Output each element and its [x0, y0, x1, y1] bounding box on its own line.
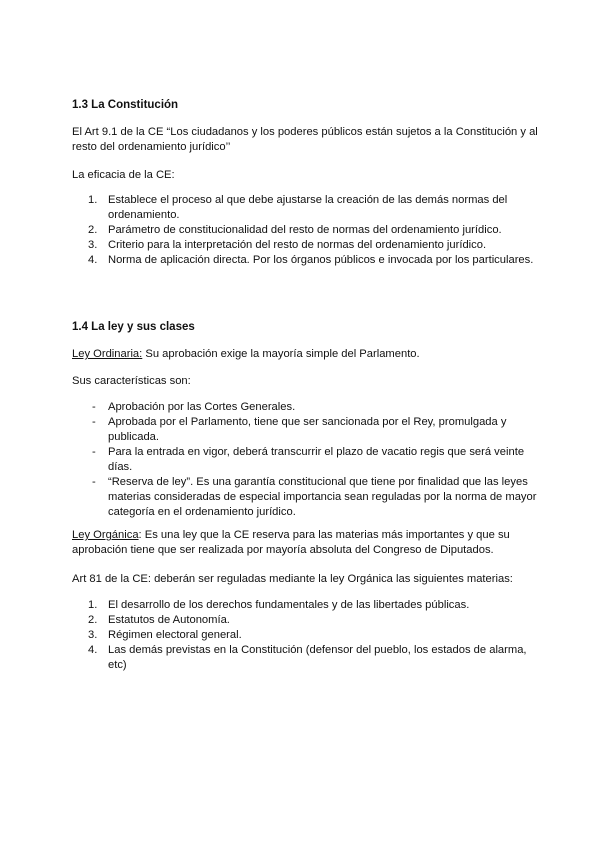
list-item: - Aprobación por las Cortes Generales. — [92, 401, 296, 413]
list-item: - Aprobada por el Parlamento, tiene que ser sancionada por el Rey, promulgada y publicada. — [92, 416, 507, 443]
section-heading-ley-clases: 1.4 La ley y sus clases — [72, 321, 195, 333]
list-item: 1. El desarrollo de los derechos fundamentales y de las libertades públicas. — [88, 599, 470, 611]
eficacia-list — [72, 193, 542, 268]
art-81-label: Art 81 de la CE: deberán ser reguladas mediante la ley Orgánica las siguientes materias: — [72, 573, 513, 585]
ley-ordinaria-paragraph: Ley Ordinaria: Su aprobación exige la mayoría simple del Parlamento. — [72, 348, 420, 360]
caracteristicas-list — [72, 400, 542, 520]
art-81-list — [72, 598, 542, 673]
list-item: 4. Las demás previstas en la Constitución (defensor del pueblo, los estados de alarma, etc) — [88, 644, 527, 671]
list-item: 1. Establece el proceso al que debe ajustarse la creación de las demás normas del ordenamiento. — [88, 194, 508, 221]
list-item: - Para la entrada en vigor, deberá transcurrir el plazo de vacatio regis que será veinte días. — [92, 446, 525, 473]
list-item: 4. Norma de aplicación directa. Por los órganos públicos e invocada por los particulares. — [88, 254, 534, 266]
art-9-1-paragraph: El Art 9.1 de la CE “Los ciudadanos y los poderes públicos están sujetos a la Constitución y al resto del ordenamiento jurídico’’ — [72, 126, 538, 153]
section-heading-constitucion: 1.3 La Constitución — [72, 99, 179, 111]
ley-organica-paragraph: Ley Orgánica: Es una ley que la CE reserva para las materias más importantes y que su aprobación tiene que ser realizada por mayoría absoluta del Congreso de Diputados. — [72, 529, 510, 556]
eficacia-label: La eficacia de la CE: — [72, 169, 175, 181]
list-item: - “Reserva de ley”. Es una garantía constitucional que tiene por finalidad que las leyes materias consideradas de especial importancia sean reguladas por la norma de mayor categoría en el ordenamiento jurídico. — [92, 476, 537, 518]
list-item: 2. Estatutos de Autonomía. — [88, 614, 230, 626]
caracteristicas-label: Sus características son: — [72, 375, 191, 387]
ley-organica-term: Ley Orgánica — [72, 529, 139, 541]
ley-ordinaria-term: Ley Ordinaria: — [72, 348, 143, 360]
list-item: 3. Régimen electoral general. — [88, 629, 242, 641]
list-item: 3. Criterio para la interpretación del resto de normas del ordenamiento jurídico. — [88, 239, 487, 251]
list-item: 2. Parámetro de constitucionalidad del resto de normas del ordenamiento jurídico. — [88, 224, 502, 236]
